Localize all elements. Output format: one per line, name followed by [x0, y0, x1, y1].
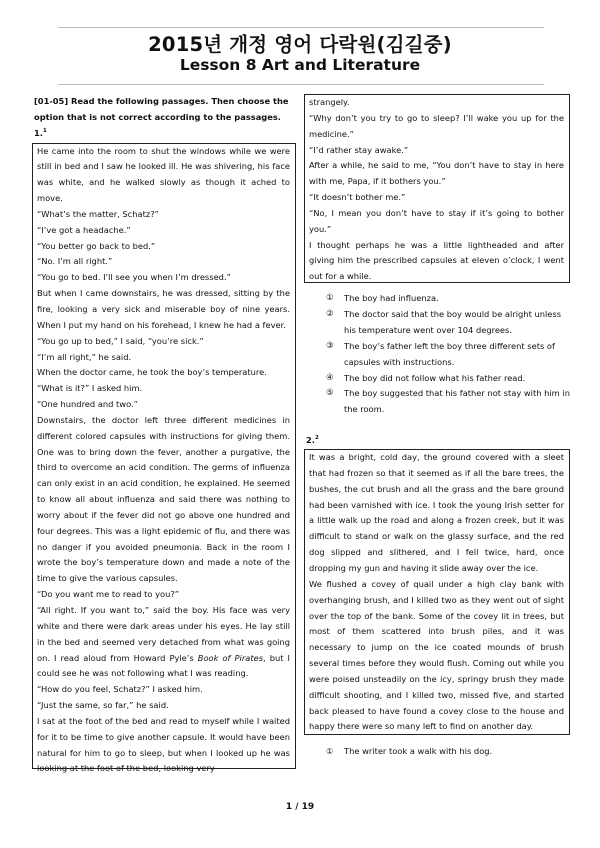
passage-line: “It doesn’t bother me.”: [309, 192, 406, 203]
header-rule-top: [58, 27, 544, 28]
passage-paragraph: It was a bright, cold day, the ground covered with a sleet that had frozen so that it seemed as if all the bare trees, the bushes, the cut brush and all the grass and the bare ground had been varnished with ice. I took the young Irish setter for a little walk up the road and along a frozen creek, but it was difficult to stand or walk on the glassy surface, and the red dog slipped and slithered, and I fell twice, hard, once dropping my gun and having it slide away over the ice.: [309, 452, 564, 573]
passage-line: “Why don’t you try to go to sleep? I’ll wake you up for the medicine.”: [309, 112, 564, 139]
passage-paragraph: But when I came downstairs, he was dressed, sitting by the fire, looking a very sick and miserable boy of nine years. When I put my hand on his forehead, I knew he had a fever.: [37, 288, 290, 330]
instructions: [01-05] Read the following passages. Then choose the option that is not correct according to the passages.: [34, 96, 289, 122]
passage-paragraph: Downstairs, the doctor left three different medicines in different colored capsules with instructions for giving them. One was to bring down the fever, another a purgative, the third to overcome an acid condition. The germs of influenza can only exist in an acid condition, he explained. He seemed to know all about influenza and said there was nothing to worry about if the fever did not go above one hundred and four degrees. This was a light epidemic of flu, and there was no danger if you avoided pneumonia. Back in the room I wrote the boy’s temperature down and made a note of the time to give the various capsules.: [37, 414, 290, 584]
choice-option[interactable]: ① The writer took a walk with his dog.: [326, 746, 493, 757]
passage-paragraph: “All right. If you want to,” said the boy. His face was very white and there were dark areas under his eyes. He lay still in the bed and seemed very detached from what was going on. I read aloud from Howard Pyle’s Book of Pirates, but I could see he was not following what I was reading.: [37, 605, 291, 679]
question-1-choices: [304, 291, 570, 418]
page-subtitle: Lesson 8 Art and Literature: [179, 56, 421, 74]
passage-2-box: [304, 449, 570, 735]
passage-line: “You go to bed. I’ll see you when I’m dressed.”: [37, 272, 231, 283]
page-title: 2015년 개정 영어 다락원(김길중): [148, 33, 452, 56]
passage-line: “I’d rather stay awake.”: [309, 144, 409, 155]
question-2-number: 2.$^2$: [306, 435, 319, 446]
left-column: [32, 94, 296, 774]
passage-line: “You go up to bed,” I said, “you’re sick.”: [37, 335, 204, 346]
passage-line: “You better go back to bed.”: [37, 240, 156, 251]
passage-line: “Just the same, so far,” he said.: [37, 700, 169, 711]
passage-line: “I’m all right,” he said.: [37, 351, 132, 362]
book-title: Book of Pirates: [197, 652, 264, 663]
passage-line: “No, I mean you don’t have to stay if it’s going to bother you.”: [309, 207, 564, 234]
choice-option[interactable]: ② The doctor said that the boy would be alright unless his temperature went over 104 degrees.: [326, 308, 562, 335]
passage-1-continued-box: [304, 94, 570, 283]
passage-1-box: [32, 143, 296, 774]
passage-line: “I’ve got a headache.”: [37, 224, 131, 235]
passage-line: “One hundred and two.”: [37, 399, 138, 410]
header-rule-bottom: [58, 84, 544, 85]
page-number: 1 / 19: [285, 802, 315, 812]
right-column: [304, 94, 570, 760]
passage-line: “How do you feel, Schatz?” I asked him.: [37, 684, 203, 695]
question-1-number: 1.$^1$: [34, 127, 47, 138]
passage-paragraph: We flushed a covey of quail under a high clay bank with overhanging brush, and I killed two as they went out of sight over the top of the bank. Some of the covey lit in trees, but most of them scattered into brush piles, and it was necessary to jump on the ice coated mounds of brush several times before they would flush. Coming out while you were poised unsteadily on the icy, springy brush they made difficult shooting, and I killed two, missed five, and started back pleased to have found a covey close to the house and happy there were so many left to find on another day.: [309, 578, 564, 732]
passage-paragraph: I thought perhaps he was a little lightheaded and after giving him the prescribed capsules at eleven o’clock, I went out for a while.: [309, 239, 564, 282]
passage-line: “Do you want me to read to you?”: [37, 589, 180, 600]
passage-paragraph: I sat at the foot of the bed and read to myself while I waited for it to be time to give another capsule. It would have been natural for him to go to sleep, but when I looked up he was looking at the foot of the bed, looking very: [37, 715, 290, 774]
passage-line: “No. I’m all right.”: [37, 256, 113, 267]
choice-option[interactable]: ① The boy had influenza.: [326, 293, 439, 303]
choice-option[interactable]: ④ The boy did not follow what his father read.: [326, 372, 526, 383]
passage-line: “What is it?” I asked him.: [37, 383, 143, 394]
passage-line: After a while, he said to me, “You don’t have to stay in here with me, Papa, if it bothers you.”: [309, 160, 564, 187]
passage-line: “What’s the matter, Schatz?”: [37, 208, 159, 219]
passage-paragraph: He came into the room to shut the windows while we were still in bed and I saw he looked ill. He was shivering, his face was white, and he walked slowly as though it ached to move.: [37, 145, 290, 204]
choice-option[interactable]: ⑤ The boy suggested that his father not stay with him in the room.: [326, 388, 570, 415]
passage-line: When the doctor came, he took the boy’s temperature.: [37, 367, 267, 378]
passage-line: strangely.: [309, 97, 350, 107]
choice-option[interactable]: ③ The boy’s father left the boy three different sets of capsules with instructions.: [326, 340, 555, 367]
